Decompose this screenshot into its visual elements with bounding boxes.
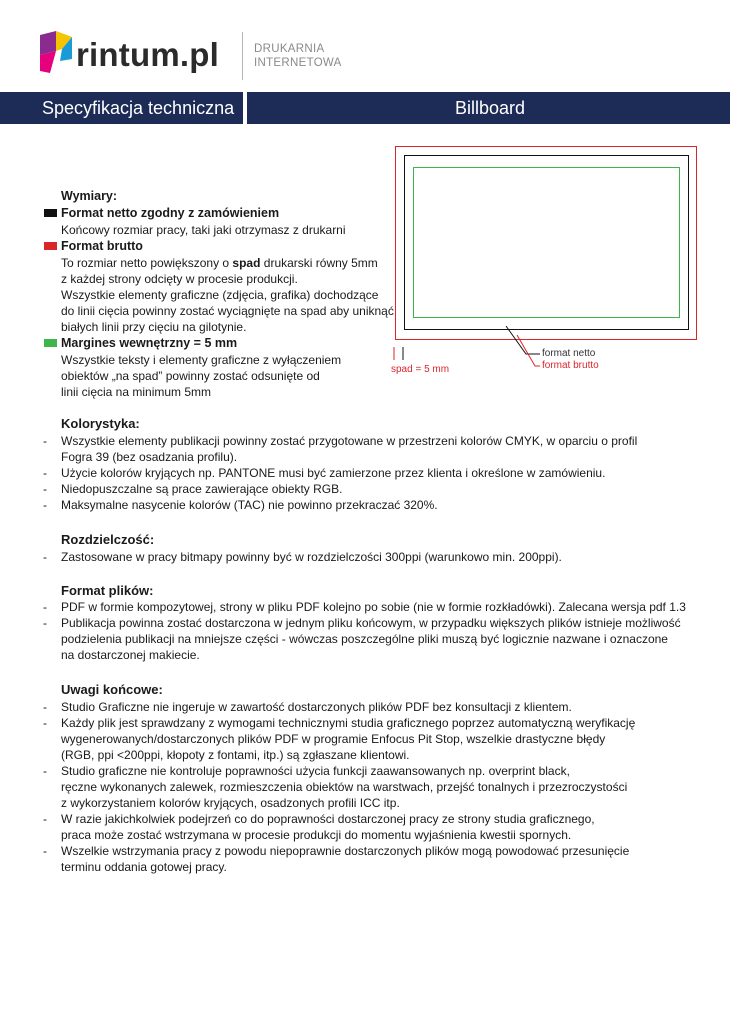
bullet-dash: - [43,600,47,614]
list-item-text: wygenerowanych/dostarczonych plików PDF w programie Enfocus Pit Stop, wszelkie drastyczne błędy [61,732,606,746]
bullet-dash: - [43,466,47,480]
brutto-swatch [44,242,57,250]
dimensions-heading: Wymiary: [61,189,118,203]
list-item-text: podzielenia publikacji na mniejsze części - wówczas poszczególne pliki muszą być logicznie nazwane i oznaczone [61,632,668,646]
brutto-description-line: do linii cięcia powinny zostać wyciągnięte na spad aby uniknąć [61,304,394,318]
list-item [0,699,700,715]
brutto-desc-suffix: drukarski równy 5mm [260,256,378,270]
list-item-text: PDF w formie kompozytowej, strony w pliku PDF kolejno po sobie (nie w formie rozkładówki). Zalecana wersja pdf 1.3 [61,600,686,614]
margin-description-line: linii cięcia na minimum 5mm [61,385,212,399]
list-item-text: Użycie kolorów kryjących np. PANTONE musi być zamierzone przez klienta i określone w zamówieniu. [61,466,606,480]
list-item-text: terminu oddania gotowej pracy. [61,860,227,874]
bullet-dash: - [43,550,47,564]
brutto-description-line: z każdej strony odcięty w procesie produkcji. [61,272,298,286]
list-item [0,811,700,843]
list-item [0,715,700,763]
brutto-desc-bold: spad [232,256,261,270]
bullet-dash: - [43,844,47,858]
brutto-description-line: białych linii przy cięciu na gilotynie. [61,320,247,334]
margin-title: Margines wewnętrzny = 5 mm [61,336,238,350]
inner-margin-frame [413,167,680,318]
title-bar-left: Specyfikacja techniczna [0,92,243,124]
margin-swatch [44,339,57,347]
bullet-dash: - [43,498,47,512]
list-item-text: Wszystkie elementy publikacji powinny zostać przygotowane w przestrzeni kolorów CMYK, w oparciu o profil [61,434,638,448]
logo-tagline [254,42,342,70]
kolorystyka-list [0,433,700,513]
logo-tagline-line2: INTERNETOWA [254,57,342,69]
printum-logo-icon [38,29,74,73]
bullet-dash: - [43,434,47,448]
list-item [0,763,700,811]
logo-wordmark: rintum.pl [76,36,219,73]
netto-swatch [44,209,57,217]
list-item [0,843,700,875]
list-item-text: Maksymalne nasycenie kolorów (TAC) nie powinno przekraczać 320%. [61,498,438,512]
list-item-text: Publikacja powinna zostać dostarczona w jednym pliku końcowym, w przypadku większych plików istnieje możliwość [61,616,681,630]
title-bar-right: Billboard [247,92,730,124]
list-item-text: Niedopuszczalne są prace zawierające obiekty RGB. [61,482,343,496]
uwagi-list [0,699,700,875]
bullet-dash: - [43,716,47,730]
logo-divider [242,32,243,80]
label-spad: spad = 5 mm [391,364,450,375]
brutto-description-line [61,255,378,271]
list-item-text: Studio graficzne nie kontroluje poprawności użycia funkcji zaawansowanych np. overprint black, [61,764,570,778]
netto-title: Format netto zgodny z zamówieniem [61,206,280,220]
list-item [0,433,700,465]
list-item-text: Fogra 39 (bez osadzania profilu). [61,450,238,464]
brutto-desc-prefix: To rozmiar netto powiększony o [61,256,233,270]
list-item-text: Studio Graficzne nie ingeruje w zawartość dostarczonych plików PDF bez konsultacji z klientem. [61,700,572,714]
rozdzielczosc-list [0,549,700,565]
list-item-text: Każdy plik jest sprawdzany z wymogami technicznymi studia graficznego poprzez automatyczną weryfikację [61,716,636,730]
list-item-text: na dostarczonej makiecie. [61,648,200,662]
rozdzielczosc-heading: Rozdzielczość: [61,532,155,547]
list-item-text: W razie jakichkolwiek podejrzeń co do poprawności dostarczonej pracy ze strony studia graficznego, [61,812,595,826]
list-item-text: praca może zostać wstrzymana w procesie produkcji do momentu wyjaśnienia kwestii spornych. [61,828,572,842]
list-item-text: z wykorzystaniem kolorów kryjących, osadzonych profili ICC itp. [61,796,400,810]
netto-description: Końcowy rozmiar pracy, taki jaki otrzymasz z drukarni [61,223,346,237]
bullet-dash: - [43,812,47,826]
bullet-dash: - [43,616,47,630]
logo-tagline-line1: DRUKARNIA [254,43,325,55]
brutto-title: Format brutto [61,239,143,253]
label-format-brutto: format brutto [542,360,599,371]
list-item-text: Wszelkie wstrzymania pracy z powodu niepoprawnie dostarczonych plików mogą powodować przesunięcie [61,844,630,858]
list-item [0,465,700,481]
format-plikow-heading: Format plików: [61,583,154,598]
list-item [0,615,700,663]
list-item [0,481,700,497]
list-item [0,497,700,513]
list-item-text: ręczne wykonanych zalewek, rozmieszczenia obiektów na warstwach, przejść tonalnych i przezroczystości [61,780,628,794]
label-format-netto: format netto [542,348,596,359]
list-item-text: (RGB, ppi <200ppi, kłopoty z fontami, itp.) są zgłaszane klientowi. [61,748,410,762]
kolorystyka-heading: Kolorystyka: [61,416,140,431]
uwagi-heading: Uwagi końcowe: [61,682,163,697]
brutto-description-line: Wszystkie elementy graficzne (zdjęcia, grafika) dochodzące [61,288,379,302]
margin-description-line: Wszystkie teksty i elementy graficzne z wyłączeniem [61,353,342,367]
bullet-dash: - [43,764,47,778]
bullet-dash: - [43,482,47,496]
margin-description-line: obiektów „na spad” powinny zostać odsunięte od [61,369,320,383]
format-plikow-list [0,599,700,663]
list-item [0,599,700,615]
bullet-dash: - [43,700,47,714]
list-item-text: Zastosowane w pracy bitmapy powinny być w rozdzielczości 300ppi (warunkowo min. 200ppi). [61,550,562,564]
list-item [0,549,700,565]
